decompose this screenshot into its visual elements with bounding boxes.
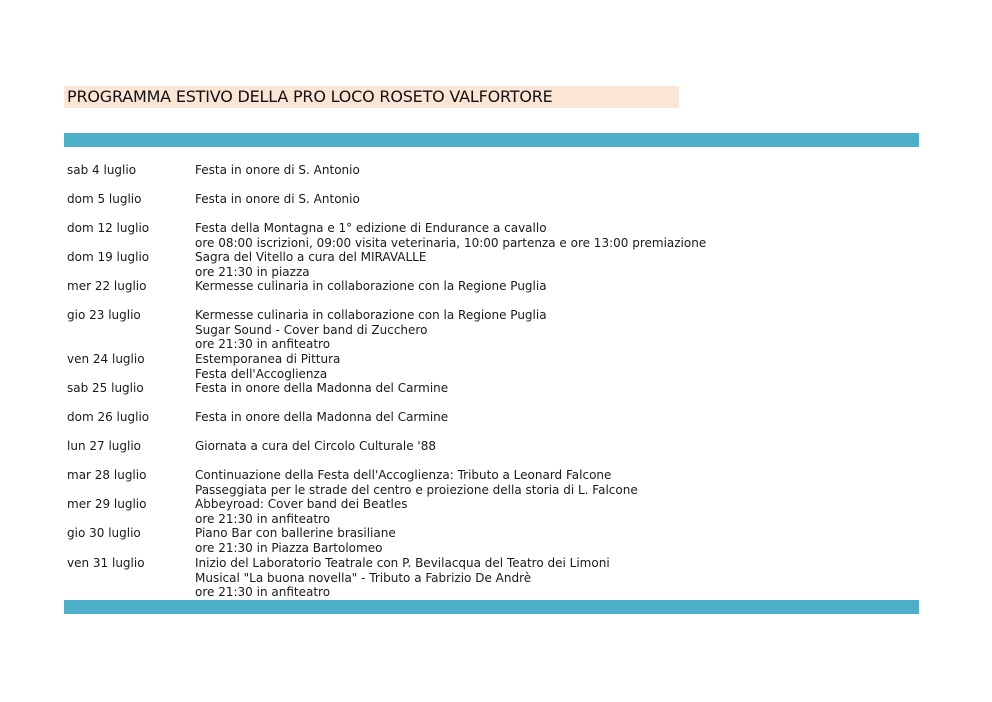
- event-description-line: Continuazione della Festa dell'Accoglienza: Tributo a Leonard Falcone: [195, 468, 612, 482]
- event-date: sab 25 luglio: [67, 381, 144, 395]
- event-description-line: Abbeyroad: Cover band dei Beatles: [195, 497, 408, 511]
- event-date: ven 31 luglio: [67, 556, 145, 570]
- header-divider-bar: [64, 133, 919, 147]
- event-description-line: ore 21:30 in piazza: [195, 264, 310, 279]
- event-description-line: Piano Bar con ballerine brasiliane: [195, 526, 396, 540]
- event-description-line: Kermesse culinaria in collaborazione con la Regione Puglia: [195, 308, 547, 322]
- title-highlight: [64, 86, 679, 108]
- event-description-line: Festa in onore della Madonna del Carmine: [195, 410, 449, 424]
- event-description-line: Festa in onore di S. Antonio: [195, 163, 360, 177]
- event-description-line: Festa in onore di S. Antonio: [195, 192, 360, 206]
- event-date: mer 29 luglio: [67, 497, 147, 511]
- event-description-line: Festa in onore della Madonna del Carmine: [195, 381, 449, 395]
- footer-divider-bar: [64, 600, 919, 614]
- event-description-line: Festa della Montagna e 1° edizione di Endurance a cavallo: [195, 221, 547, 235]
- event-description-line: Estemporanea di Pittura: [195, 352, 341, 366]
- event-description-line: ore 21:30 in anfiteatro: [195, 337, 331, 351]
- event-description-line: ore 21:30 in anfiteatro: [195, 511, 331, 526]
- event-date: dom 5 luglio: [67, 192, 142, 206]
- event-date: dom 12 luglio: [67, 221, 150, 235]
- event-date: ven 24 luglio: [67, 352, 145, 366]
- event-description-line: ore 08:00 iscrizioni, 09:00 visita veterinaria, 10:00 partenza e ore 13:00 premiazione: [195, 235, 707, 250]
- event-date: mer 22 luglio: [67, 279, 147, 293]
- event-date: mar 28 luglio: [67, 468, 147, 482]
- event-date: lun 27 luglio: [67, 439, 142, 453]
- event-description-line: Passeggiata per le strade del centro e proiezione della storia di L. Falcone: [195, 482, 638, 497]
- event-description-line: Sagra del Vitello a cura del MIRAVALLE: [195, 250, 427, 264]
- event-date: dom 26 luglio: [67, 410, 150, 424]
- event-date: gio 30 luglio: [67, 526, 141, 540]
- event-description-line: ore 21:30 in anfiteatro: [195, 585, 331, 599]
- event-description-line: Musical "La buona novella" - Tributo a Fabrizio De Andrè: [195, 570, 532, 585]
- event-description-line: Sugar Sound - Cover band di Zucchero: [195, 322, 428, 337]
- event-date: dom 19 luglio: [67, 250, 150, 264]
- event-description-line: ore 21:30 in Piazza Bartolomeo: [195, 540, 383, 555]
- document-title: PROGRAMMA ESTIVO DELLA PRO LOCO ROSETO VALFORTORE: [67, 87, 553, 106]
- event-description-line: Kermesse culinaria in collaborazione con la Regione Puglia: [195, 279, 547, 293]
- event-date: sab 4 luglio: [67, 163, 137, 177]
- event-description-line: Inizio del Laboratorio Teatrale con P. Bevilacqua del Teatro dei Limoni: [195, 556, 610, 570]
- event-date: gio 23 luglio: [67, 308, 141, 322]
- event-description-line: Giornata a cura del Circolo Culturale '88: [195, 439, 436, 453]
- event-description-line: Festa dell'Accoglienza: [195, 366, 328, 381]
